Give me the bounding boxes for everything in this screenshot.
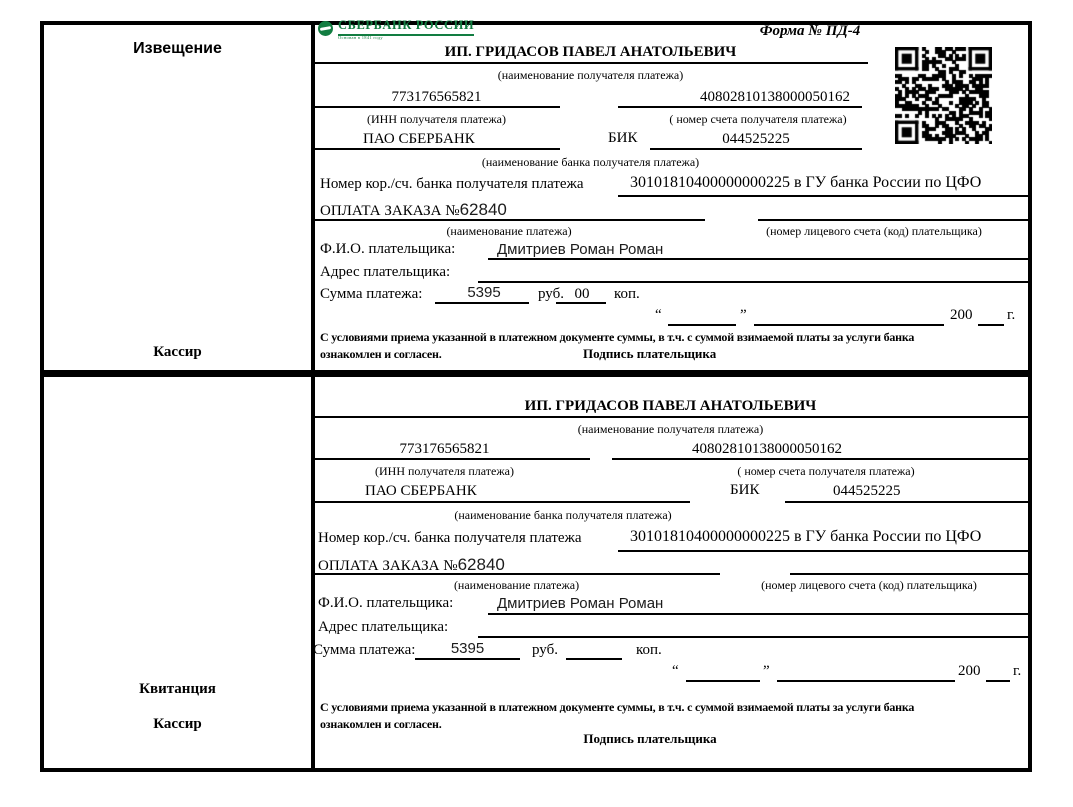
payment-name-value bbox=[318, 555, 505, 575]
form-number-label: Форма № ПД-4 bbox=[759, 23, 861, 39]
underline bbox=[986, 680, 1010, 682]
sberbank-tagline: Основан в 1841 году bbox=[338, 35, 383, 40]
underline bbox=[777, 680, 955, 682]
account-value: 40802810138000050162 bbox=[692, 441, 842, 457]
underline bbox=[415, 658, 520, 660]
payment-name-label: (наименование платежа) bbox=[453, 578, 580, 592]
bank-name-value: ПАО СБЕРБАНК bbox=[365, 483, 477, 499]
underline bbox=[313, 106, 560, 108]
sberbank-logo-icon bbox=[318, 21, 333, 36]
corr-account-value: 30101810400000000225 в ГУ банка России по ЦФО bbox=[630, 174, 982, 191]
payment-name-prefix: ОПЛАТА ЗАКАЗА № bbox=[318, 558, 458, 574]
underline bbox=[313, 62, 868, 64]
year-suffix: г. bbox=[1007, 307, 1016, 323]
underline bbox=[612, 458, 1028, 460]
order-number-value: 62840 bbox=[457, 555, 505, 574]
underline bbox=[618, 550, 1028, 552]
quote-close: ” bbox=[740, 307, 747, 323]
kop-label: коп. bbox=[636, 642, 662, 658]
underline bbox=[978, 324, 1004, 326]
underline bbox=[686, 680, 760, 682]
underline bbox=[478, 636, 1028, 638]
stub-cashier-label-notice: Кассир bbox=[153, 344, 202, 360]
underline bbox=[785, 501, 1028, 503]
form-outer-border bbox=[40, 21, 1032, 772]
stub-notice-title: Извещение bbox=[133, 40, 222, 57]
underline bbox=[488, 258, 1028, 260]
payment-name-prefix: ОПЛАТА ЗАКАЗА № bbox=[320, 203, 460, 219]
year-suffix: г. bbox=[1013, 663, 1022, 679]
payer-name-value: Дмитриев Роман Роман bbox=[497, 595, 664, 612]
payer-fio-label: Ф.И.О. плательщика: bbox=[318, 595, 454, 611]
underline bbox=[313, 219, 705, 221]
amount-rub-value: 5395 bbox=[450, 640, 485, 657]
corr-account-label: Номер кор./сч. банка получателя платежа bbox=[320, 176, 584, 192]
quote-open: “ bbox=[655, 307, 662, 323]
personal-account-label: (номер лицевого счета (код) плательщика) bbox=[766, 224, 982, 238]
payer-fio-label: Ф.И.О. плательщика: bbox=[320, 241, 456, 257]
signature-label: Подпись плательщика bbox=[583, 731, 717, 746]
underline bbox=[618, 106, 862, 108]
bank-name-label: (наименование банка получателя платежа) bbox=[481, 155, 700, 169]
kop-label: коп. bbox=[614, 286, 640, 302]
order-number-value: 62840 bbox=[459, 200, 507, 219]
amount-label: Сумма платежа: bbox=[313, 642, 416, 658]
recipient-name-value: ИП. ГРИДАСОВ ПАВЕЛ АНАТОЛЬЕВИЧ bbox=[444, 44, 737, 60]
inn-value: 773176565821 bbox=[391, 89, 482, 105]
underline bbox=[556, 302, 606, 304]
recipient-name-label: (наименование получателя платежа) bbox=[497, 68, 684, 82]
quote-close: ” bbox=[763, 663, 770, 679]
stub-cashier-label-receipt: Кассир bbox=[153, 716, 202, 732]
personal-account-label: (номер лицевого счета (код) плательщика) bbox=[761, 578, 977, 592]
qr-code bbox=[895, 47, 992, 144]
recipient-name-value: ИП. ГРИДАСОВ ПАВЕЛ АНАТОЛЬЕВИЧ bbox=[524, 398, 817, 414]
underline bbox=[313, 458, 590, 460]
payer-address-label: Адрес плательщика: bbox=[318, 619, 449, 635]
column-divider bbox=[311, 21, 315, 772]
sberbank-brand-text: СБЕРБАНК РОССИИ bbox=[338, 18, 474, 36]
recipient-name-label: (наименование получателя платежа) bbox=[577, 422, 764, 436]
amount-kop-value: 00 bbox=[574, 286, 590, 302]
underline bbox=[435, 302, 529, 304]
underline bbox=[754, 324, 944, 326]
year-prefix: 200 bbox=[958, 663, 981, 679]
underline bbox=[668, 324, 736, 326]
underline bbox=[313, 573, 720, 575]
row-divider bbox=[40, 370, 1032, 377]
payment-name-label: (наименование платежа) bbox=[446, 224, 572, 238]
signature-label: Подпись плательщика bbox=[583, 346, 717, 361]
amount-rub-value: 5395 bbox=[467, 284, 501, 301]
bank-name-label: (наименование банка получателя платежа) bbox=[454, 508, 672, 522]
bank-name-value: ПАО СБЕРБАНК bbox=[363, 131, 475, 147]
payer-address-label: Адрес плательщика: bbox=[320, 264, 451, 280]
quote-open: “ bbox=[672, 663, 679, 679]
underline bbox=[488, 613, 1028, 615]
bik-value: 044525225 bbox=[833, 483, 901, 499]
underline bbox=[758, 219, 1028, 221]
account-label: ( номер счета получателя платежа) bbox=[669, 112, 847, 126]
underline bbox=[566, 658, 622, 660]
corr-account-label: Номер кор./сч. банка получателя платежа bbox=[318, 530, 582, 546]
agreement-text-line1: С условиями приема указанной в платежном документе суммы, в т.ч. с суммой взимаемой платы за услуги банка bbox=[320, 700, 915, 714]
inn-label: (ИНН получателя платежа) bbox=[367, 112, 506, 126]
account-value: 40802810138000050162 bbox=[700, 89, 850, 105]
bik-value: 044525225 bbox=[722, 131, 790, 147]
underline bbox=[650, 148, 862, 150]
underline bbox=[313, 416, 1028, 418]
underline bbox=[478, 281, 1028, 283]
agreement-text-line1: С условиями приема указанной в платежном документе суммы, в т.ч. с суммой взимаемой платы за услуги банка bbox=[320, 330, 915, 344]
underline bbox=[618, 195, 1028, 197]
underline bbox=[313, 148, 560, 150]
payment-name-value bbox=[320, 200, 507, 220]
bik-label: БИК bbox=[730, 482, 760, 498]
agreement-text-line2: ознакомлен и согласен. bbox=[320, 717, 442, 731]
rub-label: руб. bbox=[538, 286, 564, 302]
inn-value: 773176565821 bbox=[399, 441, 490, 457]
agreement-text-line2: ознакомлен и согласен. bbox=[320, 347, 442, 361]
underline bbox=[790, 573, 1028, 575]
year-prefix: 200 bbox=[950, 307, 973, 323]
account-label: ( номер счета получателя платежа) bbox=[737, 464, 915, 478]
underline bbox=[313, 501, 690, 503]
bik-label: БИК bbox=[608, 130, 638, 146]
corr-account-value: 30101810400000000225 в ГУ банка России по ЦФО bbox=[630, 528, 982, 545]
stub-receipt-title: Квитанция bbox=[139, 681, 216, 697]
rub-label: руб. bbox=[532, 642, 558, 658]
inn-label: (ИНН получателя платежа) bbox=[375, 464, 514, 478]
payer-name-value: Дмитриев Роман Роман bbox=[497, 241, 664, 258]
amount-label: Сумма платежа: bbox=[320, 286, 423, 302]
